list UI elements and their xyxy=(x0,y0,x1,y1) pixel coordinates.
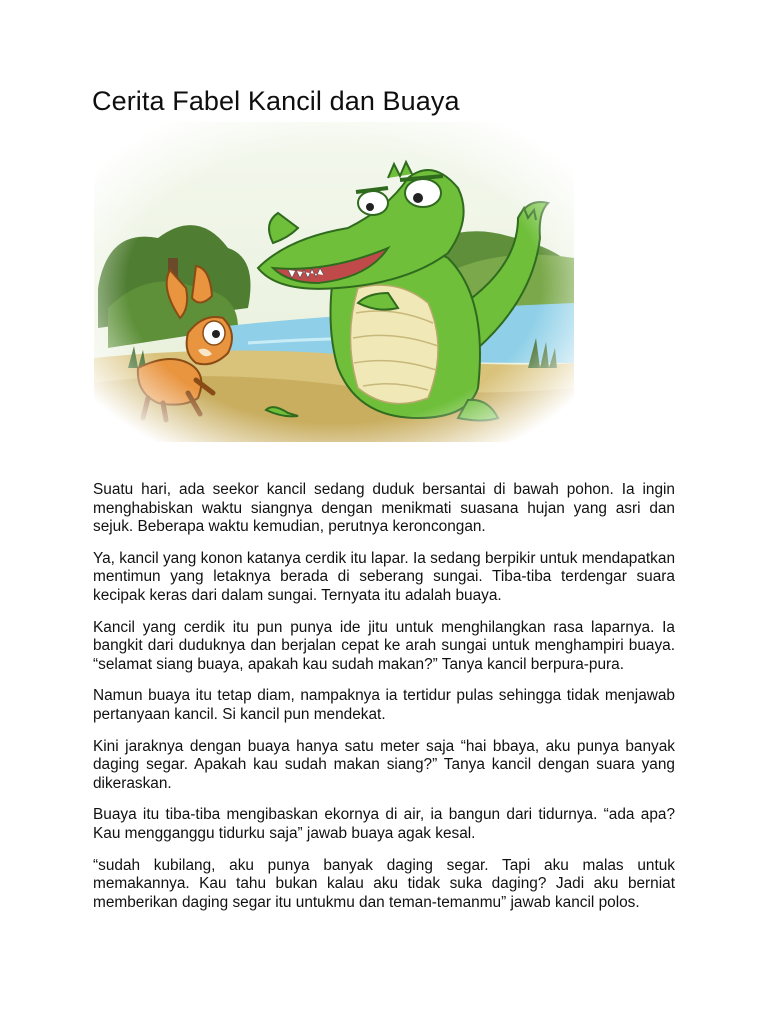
kancil-and-crocodile-illustration xyxy=(88,118,580,450)
page-title: Cerita Fabel Kancil dan Buaya xyxy=(92,86,460,116)
paragraph: Kancil yang cerdik itu pun punya ide jitu untuk menghilangkan rasa laparnya. Ia bangkit dari duduknya dan berjalan cepat ke arah sungai untuk menghampiri buaya. “selamat siang buaya, apakah kau sudah makan?” Tanya kancil berpura-pura. xyxy=(93,618,675,673)
paragraph: Ya, kancil yang konon katanya cerdik itu lapar. Ia sedang berpikir untuk mendapatkan mentimun yang letaknya berada di seberang sungai. Tiba-tiba terdengar suara kecipak keras dari dalam sungai. Ternyata itu adalah buaya. xyxy=(93,549,675,604)
paragraph: Suatu hari, ada seekor kancil sedang duduk bersantai di bawah pohon. Ia ingin menghabiskan waktu siangnya dengan menikmati suasana hujan yang asri dan sejuk. Beberapa waktu kemudian, perutnya keroncongan. xyxy=(93,481,675,536)
story-body xyxy=(93,481,675,925)
paragraph: Namun buaya itu tetap diam, nampaknya ia tertidur pulas sehingga tidak menjawab pertanyaan kancil. Si kancil pun mendekat. xyxy=(93,687,675,723)
paragraph: Buaya itu tiba-tiba mengibaskan ekornya di air, ia bangun dari tidurnya. “ada apa? Kau mengganggu tidurku saja” jawab buaya agak kesal. xyxy=(93,806,675,842)
paragraph: “sudah kubilang, aku punya banyak daging segar. Tapi aku malas untuk memakannya. Kau tahu bukan kalau aku tidak suka daging? Jadi aku berniat memberikan daging segar itu untukmu dan teman-temanmu” jawab kancil polos. xyxy=(93,856,675,911)
paragraph: Kini jaraknya dengan buaya hanya satu meter saja “hai bbaya, aku punya banyak daging segar. Apakah kau sudah makan siang?” Tanya kancil dengan suara yang dikeraskan. xyxy=(93,737,675,792)
